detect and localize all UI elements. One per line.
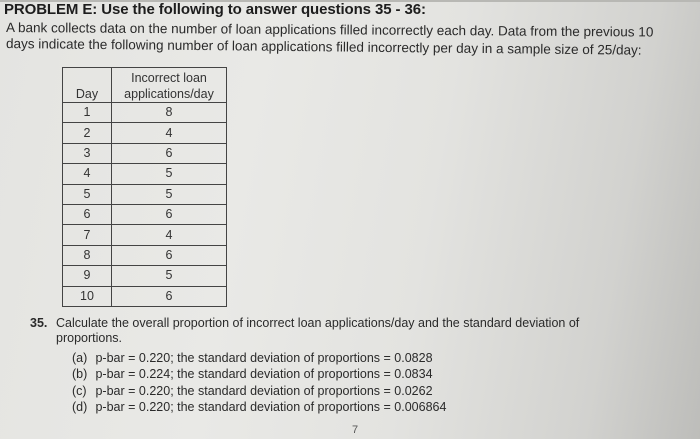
day-cell: 7 [63,225,112,245]
day-cell: 6 [63,204,112,224]
count-cell: 5 [112,266,227,286]
answer-options [72,350,446,415]
day-cell: 1 [63,103,112,123]
table-row [63,204,227,224]
option-b [72,366,446,382]
count-cell: 6 [112,245,227,265]
table-row [63,143,227,163]
option-label: (d) [72,399,88,414]
option-a [72,350,446,366]
day-cell: 3 [63,143,112,163]
table-row [63,164,227,184]
header-incorrect-line-2: applications/day [124,87,214,101]
table-row [63,286,227,306]
day-cell: 2 [63,123,112,143]
table-row [63,103,227,123]
option-text: p-bar = 0.220; the standard deviation of proportions = 0.0262 [95,383,433,398]
question-number: 35. [30,316,48,330]
option-c [72,383,446,399]
count-cell: 8 [112,103,227,123]
question-text: Calculate the overall proportion of incorrect loan applications/day and the standard deviation of [56,316,580,330]
problem-heading: PROBLEM E: Use the following to answer questions 35 - 36: [4,1,426,18]
loan-data-table [62,67,227,307]
option-label: (a) [72,351,88,365]
table-header-row [63,68,227,103]
day-cell: 9 [63,266,112,286]
page-number: 7 [352,424,359,436]
day-cell: 10 [63,286,112,306]
header-incorrect-applications [112,68,227,103]
table-row [63,123,227,143]
count-cell: 6 [112,204,227,224]
count-cell: 5 [112,164,227,184]
count-cell: 4 [112,123,227,143]
problem-intro [5,20,696,58]
count-cell: 6 [112,143,227,163]
option-text: p-bar = 0.220; the standard deviation of proportions = 0.006864 [95,399,447,414]
option-text: p-bar = 0.224; the standard deviation of proportions = 0.0834 [95,367,433,382]
day-cell: 8 [63,245,112,265]
intro-line-1: A bank collects data on the number of loan applications filled incorrectly each day. Data from the previous 10 [5,20,654,40]
table-row [63,184,227,204]
option-d [72,399,446,415]
header-incorrect-line-1: Incorrect loan [131,71,207,85]
day-cell: 5 [63,184,112,204]
count-cell: 6 [112,286,227,306]
count-cell: 5 [112,184,227,204]
option-label: (c) [72,383,87,398]
option-text: p-bar = 0.220; the standard deviation of proportions = 0.0828 [95,351,433,365]
option-label: (b) [72,367,88,382]
table-row [63,245,227,265]
table-row [63,266,227,286]
count-cell: 4 [112,225,227,245]
day-cell: 4 [63,164,112,184]
intro-line-2: days indicate the following number of loan applications filled incorrectly per day in a sample size of 25/day: [5,36,642,58]
table-row [63,225,227,245]
header-day: Day [63,68,112,103]
question-text-continued: proportions. [56,331,123,345]
question-35 [30,316,630,346]
